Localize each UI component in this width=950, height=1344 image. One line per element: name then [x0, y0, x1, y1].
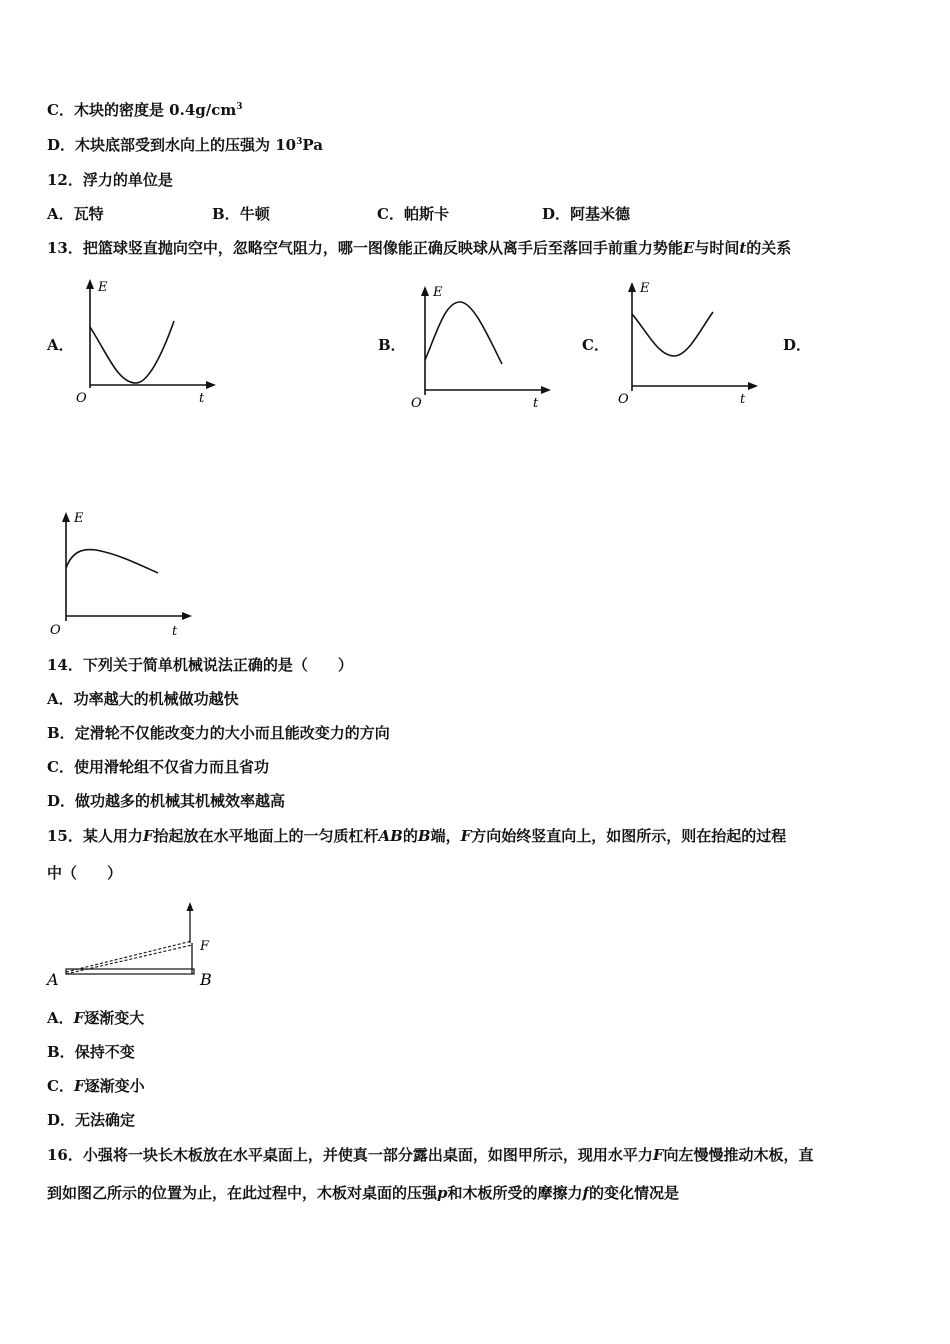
lever-bar	[66, 969, 194, 974]
point-a-label: A	[47, 970, 59, 989]
lever-raised-upper	[66, 941, 192, 972]
q15-option-c: C．F逐渐变小	[47, 1077, 145, 1095]
force-label: F	[200, 939, 210, 954]
energy-curve	[632, 312, 713, 356]
x-axis-label: t	[199, 391, 205, 406]
force-arrow-head	[187, 902, 194, 911]
q15-option-a: A．F逐渐变大	[47, 1009, 145, 1027]
y-axis-label: E	[74, 511, 84, 526]
point-b-label: B	[200, 970, 212, 989]
q13-graph-label-b: B．	[378, 336, 406, 354]
q12-option-c: C．帕斯卡	[377, 205, 449, 223]
q14-option-c: C．使用滑轮组不仅省力而且省功	[47, 758, 269, 776]
y-axis-arrow	[62, 512, 70, 522]
origin-label: O	[50, 623, 61, 638]
x-axis-arrow	[541, 386, 551, 394]
q14-option-d: D．做功越多的机械其机械效率越高	[47, 792, 286, 810]
q13-graph-c	[612, 278, 772, 413]
origin-label: O	[76, 391, 87, 406]
x-axis-label: t	[740, 392, 746, 407]
q15-option-b: B．保持不变	[47, 1043, 135, 1061]
x-axis-label: t	[533, 396, 539, 411]
q13-graph-label-c: C．	[582, 336, 609, 354]
x-axis-label: t	[172, 624, 178, 639]
origin-label: O	[618, 392, 629, 407]
q15-stem-line2: 中（ ）	[47, 864, 123, 882]
origin-label: O	[411, 396, 422, 411]
q12-option-d: D．阿基米德	[542, 205, 631, 223]
q13-graph-label-d: D．	[783, 336, 812, 354]
x-axis-arrow	[206, 381, 216, 389]
q13-stem: 13．把篮球竖直抛向空中，忽略空气阻力，哪一图像能正确反映球从离手后至落回手前重力势能E与时间t的关系	[47, 239, 792, 257]
y-axis-arrow	[628, 282, 636, 292]
y-axis-label: E	[433, 285, 443, 300]
energy-curve	[425, 302, 502, 364]
q13-graph-a	[70, 275, 230, 410]
energy-curve	[90, 321, 174, 383]
q12-option-a: A．瓦特	[47, 205, 104, 223]
y-axis-arrow	[86, 279, 94, 289]
q14-stem: 14．下列关于简单机械说法正确的是（ ）	[47, 656, 353, 674]
y-axis-arrow	[421, 286, 429, 296]
q16-stem-line2: 到如图乙所示的位置为止，在此过程中，木板对桌面的压强p和木板所受的摩擦力f的变化情况是	[47, 1184, 679, 1202]
q12-stem: 12．浮力的单位是	[47, 171, 173, 189]
x-axis-arrow	[748, 382, 758, 390]
q11-option-c: C．木块的密度是 $0.4g/cm^3$	[47, 101, 243, 119]
q16-stem-line1: 16．小强将一块长木板放在水平桌面上，并使真一部分露出桌面，如图甲所示，现用水平力F向左慢慢推动木板，直	[47, 1146, 814, 1164]
energy-curve	[66, 550, 158, 573]
q15-lever-figure	[44, 898, 224, 993]
lever-raised-lower	[66, 945, 192, 974]
q15-stem: 15．某人用力F抬起放在水平地面上的一匀质杠杆AB的B端，F方向始终竖直向上，如图所示，则在抬起的过程	[47, 827, 787, 845]
q12-option-b: B．牛顿	[212, 205, 270, 223]
q11-option-d: D．木块底部受到水向上的压强为 $10^3Pa$	[47, 136, 323, 154]
q13-graph-d	[46, 508, 206, 643]
q12-options	[47, 204, 747, 224]
q15-option-d: D．无法确定	[47, 1111, 136, 1129]
q14-option-b: B．定滑轮不仅能改变力的大小而且能改变力的方向	[47, 724, 390, 742]
y-axis-label: E	[640, 281, 650, 296]
y-axis-label: E	[98, 280, 108, 295]
q14-option-a: A．功率越大的机械做功越快	[47, 690, 239, 708]
q13-graph-b	[405, 282, 565, 417]
q13-graph-label-a: A．	[47, 336, 74, 354]
x-axis-arrow	[182, 612, 192, 620]
